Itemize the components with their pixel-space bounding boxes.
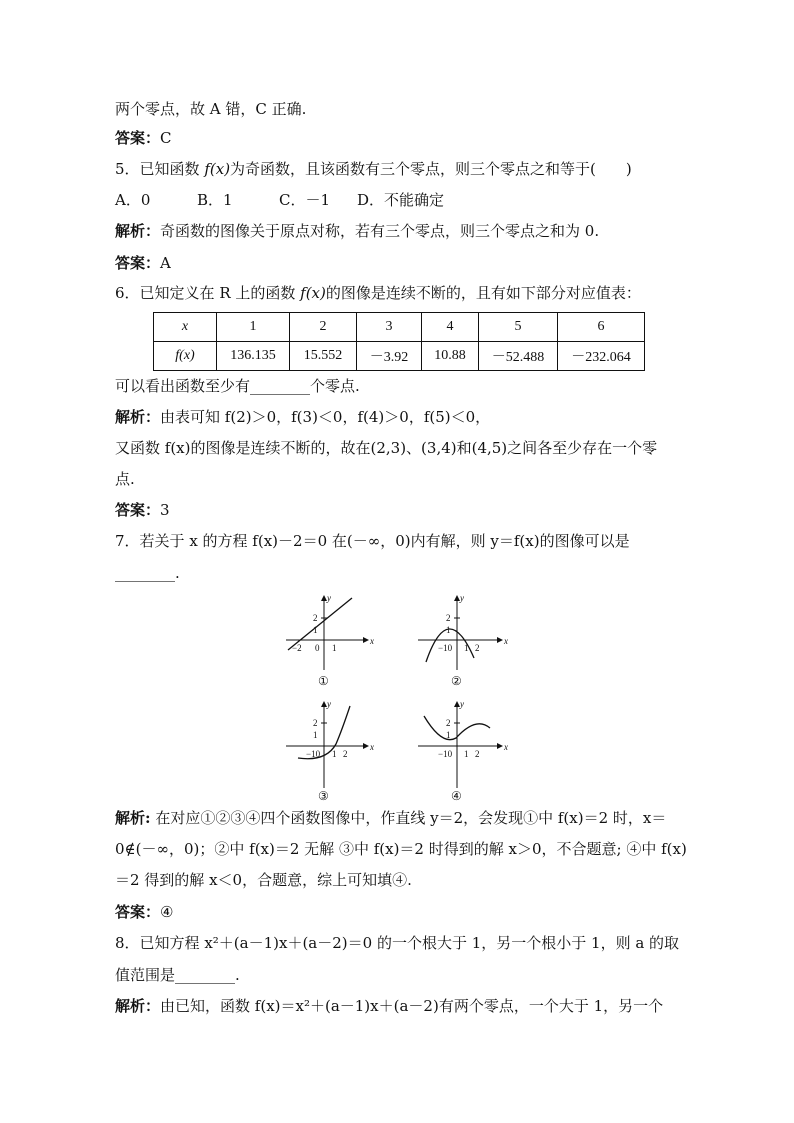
question-text: 个零点. [310,377,360,395]
option-a: A．0 [115,191,151,209]
answer-value: ④ [160,903,174,921]
svg-text:x: x [504,636,508,646]
graph-figures [280,588,520,803]
svg-text:y: y [327,699,331,709]
graph-1 [286,596,368,670]
svg-text:2: 2 [446,613,451,623]
answer-label: 答案： [115,129,161,147]
value-table [153,312,645,371]
answer-blank: ________ [250,377,311,395]
svg-text:x: x [370,636,374,646]
question-number: 6． [115,284,140,302]
svg-text:1: 1 [446,625,451,635]
svg-text:y: y [460,593,464,603]
svg-text:2: 2 [475,643,480,653]
table-cell: －52.488 [479,342,558,371]
analysis-text: 由表可知 f(2)＞0，f(3)＜0，f(4)＞0，f(5)＜0， [160,408,491,426]
table-cell: 6 [558,313,645,342]
answer-line [115,253,171,273]
question-text: 已知函数 [139,160,205,178]
question-7 [115,531,630,551]
question-text: 值范围是________. [115,966,240,984]
fig-label-3: ③ [318,789,329,803]
svg-text:2: 2 [475,749,480,759]
analysis-line [115,221,599,241]
svg-text:0: 0 [315,643,320,653]
question-text: 已知方程 x²＋(a－1)x＋(a－2)＝0 的一个根大于 1，另一个根小于 1，则 a 的取 [139,934,680,952]
table-cell: 4 [422,313,479,342]
analysis-line: 0∉(－∞，0)；②中 f(x)＝2 无解 ③中 f(x)＝2 时得到的解 x＞0，不合题意; ④中 f(x) [115,840,687,858]
svg-text:−2: −2 [292,643,302,653]
analysis-text: 奇函数的图像关于原点对称，若有三个零点，则三个零点之和为 0. [160,222,600,240]
analysis-line [115,996,663,1016]
svg-text:y: y [460,699,464,709]
analysis-label: 解析： [115,408,161,426]
svg-text:1: 1 [332,643,337,653]
analysis-line [115,808,666,828]
table-cell: 2 [290,313,357,342]
question-text: 可以看出函数至少有 [115,377,251,395]
table-cell: 3 [357,313,422,342]
answer-line [115,128,172,148]
question-text: 为奇函数，且该函数有三个零点，则三个零点之和等于( ) [230,160,632,178]
answer-line [115,902,173,922]
table-cell: f(x) [154,342,217,371]
table-row [154,342,645,371]
option-b: B．1 [197,191,233,209]
svg-text:1: 1 [313,625,318,635]
answer-label: 答案： [115,254,161,272]
text-line: 两个零点，故 A 错，C 正确. [115,100,307,118]
question-number: 8． [115,934,140,952]
analysis-label: 解析: [115,809,151,827]
answer-line [115,500,170,520]
option-d: D．不能确定 [357,191,445,209]
answer-value: C [160,129,172,147]
analysis-line: ＝2 得到的解 x＜0，合题意，综上可知填④. [115,871,412,889]
analysis-line [115,407,490,427]
table-cell: 1 [217,313,290,342]
fig-label-2: ② [451,674,462,688]
function-symbol: f(x) [300,284,326,302]
graph-2 [418,596,502,670]
answer-label: 答案： [115,501,161,519]
answer-value: 3 [160,501,170,519]
table-row [154,313,645,342]
fig-label-4: ④ [451,789,462,803]
svg-text:2: 2 [446,718,451,728]
table-cell: 10.88 [422,342,479,371]
answer-value: A [160,254,171,272]
svg-text:−10: −10 [438,643,453,653]
question-number: 5． [115,160,140,178]
question-5 [115,159,632,179]
table-cell: －232.064 [558,342,645,371]
svg-text:2: 2 [313,613,318,623]
svg-text:−10: −10 [438,749,453,759]
question-text: 已知定义在 R 上的函数 [139,284,301,302]
analysis-label: 解析： [115,222,161,240]
graph-4 [418,702,502,788]
svg-text:1: 1 [446,730,451,740]
graph-figures-svg [280,588,520,803]
svg-text:1: 1 [464,749,469,759]
graph-3 [286,702,368,788]
options-row [115,190,444,210]
table-cell: 136.135 [217,342,290,371]
svg-text:2: 2 [343,749,348,759]
svg-text:1: 1 [464,643,469,653]
question-8 [115,933,679,953]
svg-text:1: 1 [332,749,337,759]
svg-text:x: x [370,742,374,752]
svg-text:y: y [327,593,331,603]
svg-text:2: 2 [313,718,318,728]
option-c: C．－1 [279,191,331,209]
blank-line [115,376,360,396]
svg-text:−10: −10 [306,749,321,759]
answer-blank: ________. [115,564,180,582]
answer-label: 答案： [115,903,161,921]
question-text: 若关于 x 的方程 f(x)－2＝0 在(－∞，0)内有解，则 y＝f(x)的图像可以是 [139,532,630,550]
fig-label-1: ① [318,674,329,688]
analysis-line: 又函数 f(x)的图像是连续不断的，故在(2,3)、(3,4)和(4,5)之间各至少存在一个零 [115,439,658,457]
analysis-label: 解析： [115,997,161,1015]
analysis-line: 点. [115,470,135,488]
table-cell: －3.92 [357,342,422,371]
table-cell: 5 [479,313,558,342]
table-cell: x [154,313,217,342]
function-symbol: f(x) [204,160,231,178]
question-number: 7． [115,532,140,550]
svg-text:x: x [504,742,508,752]
question-text: 的图像是连续不断的，且有如下部分对应值表： [325,284,641,302]
analysis-text: 在对应①②③④四个函数图像中，作直线 y＝2，会发现①中 f(x)＝2 时，x＝ [155,809,667,827]
question-6 [115,283,641,303]
table-cell: 15.552 [290,342,357,371]
analysis-text: 由已知，函数 f(x)＝x²＋(a－1)x＋(a－2)有两个零点，一个大于 1，另一个 [160,997,664,1015]
svg-text:1: 1 [313,730,318,740]
